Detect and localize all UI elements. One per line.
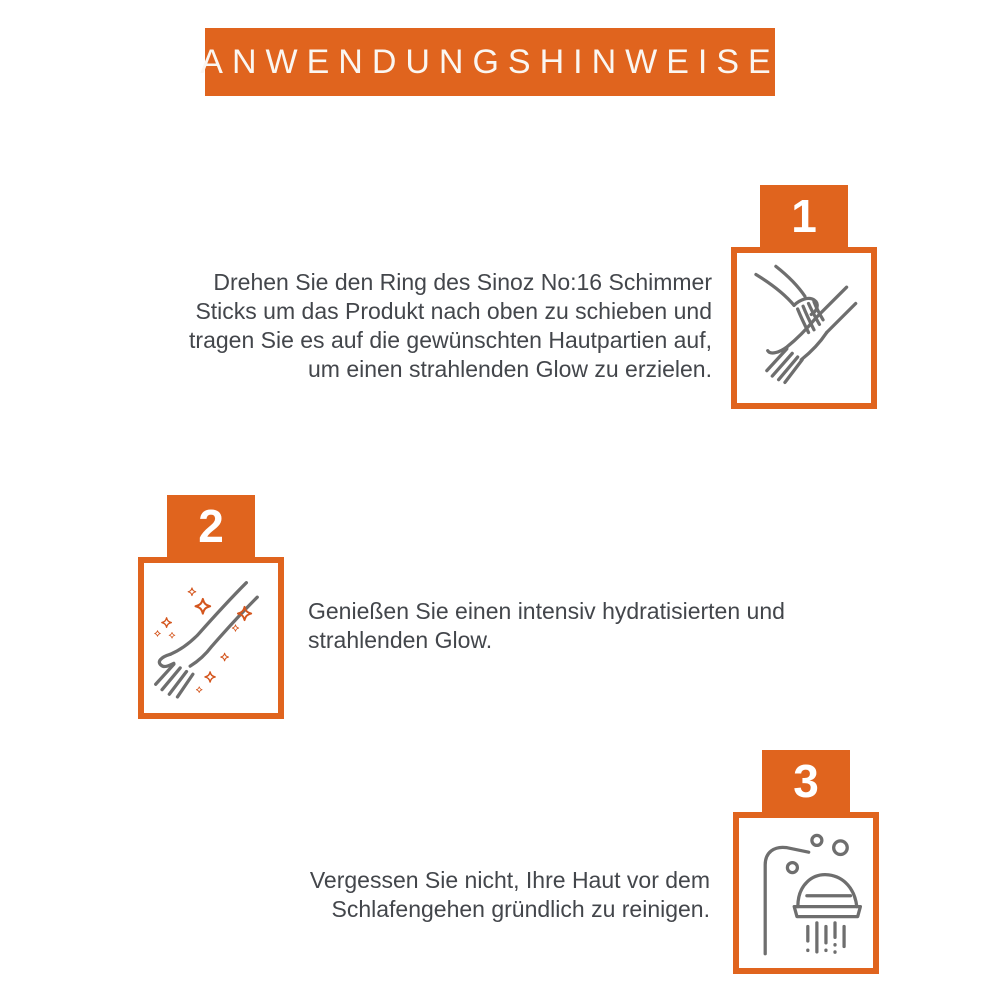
step-2-text xyxy=(308,597,808,655)
step-1-text-line: um einen strahlenden Glow zu erzielen. xyxy=(307,356,712,382)
step-3-unit xyxy=(733,750,879,974)
step-1-number-tab xyxy=(760,185,848,247)
step-1-text xyxy=(172,268,712,384)
step-2-number: 2 xyxy=(198,500,224,552)
step-2-unit xyxy=(138,495,284,719)
page-title: ANWENDUNGSHINWEISE xyxy=(200,43,780,81)
step-1-icon-frame xyxy=(731,247,877,409)
step-3-number: 3 xyxy=(793,755,819,807)
step-2-text-line: strahlenden Glow. xyxy=(308,627,493,653)
step-3-number-tab xyxy=(762,750,850,812)
title-banner xyxy=(200,28,780,96)
step-3-text-line: Schlafengehen gründlich zu reinigen. xyxy=(331,896,710,922)
step-1-text-line: Sticks um das Produkt nach oben zu schieben und xyxy=(195,298,712,324)
step-3-text-line: Vergessen Sie nicht, Ihre Haut vor dem xyxy=(309,867,710,893)
step-1-text-line: tragen Sie es auf die gewünschten Hautpartien auf, xyxy=(189,327,712,353)
step-1-number: 1 xyxy=(791,190,817,242)
step-1-unit xyxy=(731,185,877,409)
shower-icon xyxy=(747,825,865,961)
step-2-icon-frame xyxy=(138,557,284,719)
step-1-text-line: Drehen Sie den Ring des Sinoz No:16 Schimmer xyxy=(213,269,712,295)
step-2-text-line: Genießen Sie einen intensiv hydratisierten und xyxy=(308,598,785,624)
arm-sparkles-icon xyxy=(152,570,270,706)
step-3-text xyxy=(200,866,710,924)
hands-applying-icon xyxy=(745,260,863,396)
step-2-number-tab xyxy=(167,495,255,557)
step-3-icon-frame xyxy=(733,812,879,974)
